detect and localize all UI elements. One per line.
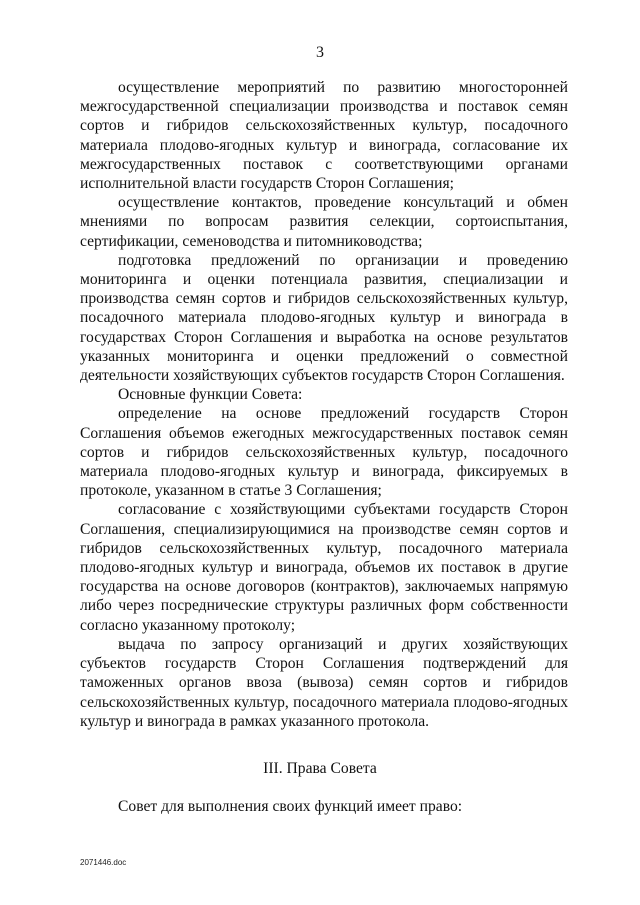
paragraph-3: подготовка предложений по организации и проведению мониторинга и оценки потенциала развития, специализации и производства семян сортов и гибридов сельскохозяйственных культур, посадочного материала плодово-ягодных культур и винограда в государствах Сторон Соглашения и выработка на основе результатов указанных мониторинга и оценки предложений о совместной деятельности хозяйствующих субъектов государств Сторон Соглашения. [80, 251, 568, 385]
document-body [80, 78, 568, 731]
paragraph-6: согласование с хозяйствующими субъектами государств Сторон Соглашения, специализирующимися на производстве семян сортов и гибридов сельскохозяйственных культур, посадочного материала плодово-ягодных культур и винограда, объемов их поставок в другие государства на основе договоров (контрактов), заключаемых напрямую либо через посреднические структуры различных форм собственности согласно указанному протоколу; [80, 501, 568, 634]
footer-filename: 2071446.doc [80, 858, 127, 867]
paragraph-7: выдача по запросу организаций и других хозяйствующих субъектов государств Сторон Соглашения подтверждений для таможенных органов ввоза (вывоза) семян сортов и гибридов сельскохозяйственных культур, посадочного материала плодово-ягодных культур и винограда в рамках указанного протокола. [80, 635, 568, 730]
paragraph-4: Основные функции Совета: [118, 386, 303, 404]
final-paragraph: Совет для выполнения своих функций имеет право: [118, 798, 463, 815]
section-heading: III. Права Совета [263, 760, 377, 777]
paragraph-2: осуществление контактов, проведение консультаций и обмен мнениями по вопросам развития селекции, сортоиспытания, сертификации, семеноводства и питомниководства; [80, 194, 568, 250]
paragraph-5: определение на основе предложений государств Сторон Соглашения объемов ежегодных межгосударственных поставок семян сортов и гибридов сельскохозяйственных культур, посадочного материала плодово-ягодных культур и винограда, фиксируемых в протоколе, указанном в статье 3 Соглашения; [80, 405, 568, 500]
paragraph-1: осуществление мероприятий по развитию многосторонней межгосударственной специализации производства и поставок семян сортов и гибридов сельскохозяйственных культур, посадочного материала плодово-ягодных культур и винограда, согласование их межгосударственных поставок с соответствующими органами исполнительной власти государств Сторон Соглашения; [80, 79, 568, 193]
page-number: 3 [316, 44, 324, 61]
